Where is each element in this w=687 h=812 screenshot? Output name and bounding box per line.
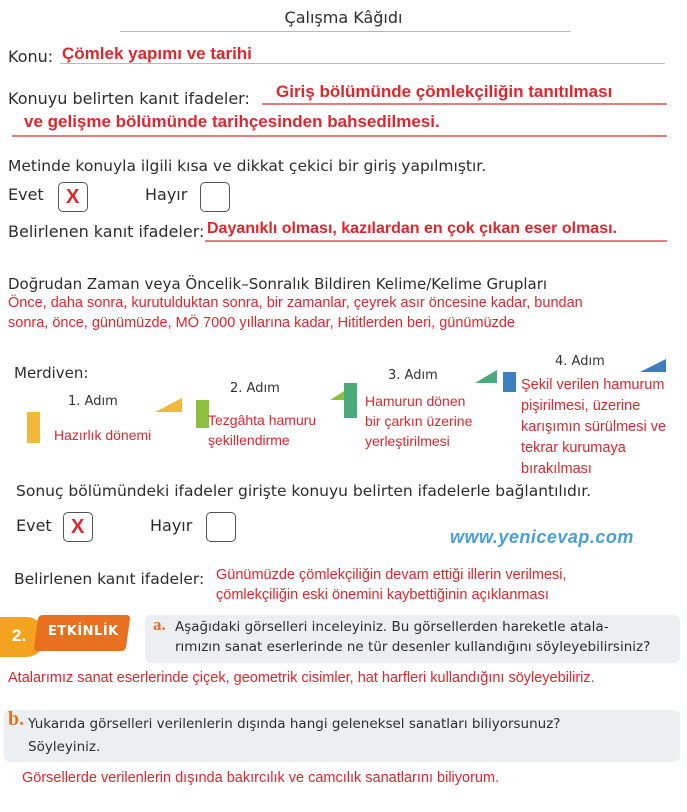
etkinlik-b-letter: b. xyxy=(8,708,25,730)
etkinlik-b-question-line2: Söyleyiniz. xyxy=(28,739,101,755)
step-3-line: bir çarkın üzerine xyxy=(365,413,473,429)
giris-yes-mark: X xyxy=(66,186,80,208)
merdiven-label: Merdiven: xyxy=(14,364,89,382)
giris-no-label: Hayır xyxy=(145,185,188,204)
step-2-text xyxy=(208,410,316,450)
konu-label: Konu: xyxy=(8,47,54,66)
giris-question: Metinde konuyla ilgili kısa ve dikkat çekici bir giriş yapılmıştır. xyxy=(8,157,487,175)
watermark: www.yenicevap.com xyxy=(450,527,634,547)
step-2-line: Tezgâhta hamuru xyxy=(208,412,317,428)
sonuc-no-checkbox[interactable] xyxy=(206,512,236,542)
etkinlik-number: 2. xyxy=(12,626,27,645)
zaman-line2: sonra, önce, günümüzde, MÖ 7000 yıllarına kadar, Hititlerden beri, günümüzde xyxy=(8,315,515,331)
step-4-line: karışımın sürülmesi ve xyxy=(521,419,667,435)
sonuc-evidence-line2: çömlekçiliğin eski önemini kaybettiğinin açıklanması xyxy=(216,587,549,603)
etkinlik-badge xyxy=(0,613,130,659)
kanit1-value-line1: Giriş bölümünde çömlekçiliğin tanıtılması xyxy=(276,82,613,101)
sonuc-evidence-label: Belirlenen kanıt ifadeler: xyxy=(14,570,205,588)
zaman-heading: Doğrudan Zaman veya Öncelik–Sonralık Bildiren Kelime/Kelime Grupları xyxy=(8,275,548,293)
step-3-line: yerleştirilmesi xyxy=(365,433,450,449)
sonuc-yes-label: Evet xyxy=(16,516,52,535)
etkinlik-a-answer: Atalarımız sanat eserlerinde çiçek, geometrik cisimler, hat harfleri kullandığını söyleyebiliriz. xyxy=(8,670,595,686)
giris-evidence-label: Belirlenen kanıt ifadeler: xyxy=(8,222,205,241)
step-4-label: 4. Adım xyxy=(555,354,605,369)
step-1-text xyxy=(54,425,151,445)
page-title: Çalışma Kâğıdı xyxy=(284,8,403,27)
step-3-text xyxy=(365,391,472,451)
sonuc-no-label: Hayır xyxy=(150,516,193,535)
step-4-line: pişirilmesi, üzerine xyxy=(521,398,641,414)
step-2-label: 2. Adım xyxy=(230,381,280,396)
step-3-label: 3. Adım xyxy=(388,368,438,383)
konu-value: Çömlek yapımı ve tarihi xyxy=(62,44,252,63)
etkinlik-b-answer: Görsellerde verilenlerin dışında bakırcılık ve camcılık sanatlarını biliyorum. xyxy=(22,770,500,786)
step-1-line: Hazırlık dönemi xyxy=(54,427,152,443)
sonuc-evidence-line1: Günümüzde çömlekçiliğin devam ettiği illerin verilmesi, xyxy=(216,567,567,583)
giris-evidence-value: Dayanıklı olması, kazılardan en çok çıkan eser olması. xyxy=(207,220,617,237)
sonuc-question: Sonuç bölümündeki ifadeler girişte konuyu belirten ifadelerle bağlantılıdır. xyxy=(16,482,592,500)
step-4-line: Şekil verilen hamurum xyxy=(521,377,665,393)
etkinlik-b-question-line1: Yukarıda görselleri verilenlerin dışında hangi geleneksel sanatları biliyorsunuz? xyxy=(28,716,561,732)
giris-yes-label: Evet xyxy=(8,185,44,204)
step-1-label: 1. Adım xyxy=(68,394,118,409)
step-3-line: Hamurun dönen xyxy=(365,393,466,409)
etkinlik-a-question-line2: rımızın sanat eserlerinde ne tür desenler kullandığını söyleyebilirsiniz? xyxy=(175,639,651,655)
step-4-line: tekrar kurumaya xyxy=(521,440,626,456)
etkinlik-a-question-line1: Aşağıdaki görselleri inceleyiniz. Bu görsellerden hareketle atala- xyxy=(175,619,609,635)
step-4-line: bırakılması xyxy=(521,461,592,477)
kanit1-label: Konuyu belirten kanıt ifadeler: xyxy=(8,89,250,108)
kanit1-value-line2: ve gelişme bölümünde tarihçesinden bahsedilmesi. xyxy=(24,112,440,131)
etkinlik-label: ETKİNLİK xyxy=(48,624,119,639)
etkinlik-a-letter: a. xyxy=(153,615,166,634)
step-4-text xyxy=(521,375,666,480)
zaman-line1: Önce, daha sonra, kurutulduktan sonra, bir zamanlar, çeyrek asır öncesine kadar, bundan xyxy=(8,295,583,311)
step-2-line: şekillendirme xyxy=(208,432,290,448)
sonuc-yes-mark: X xyxy=(71,516,85,538)
